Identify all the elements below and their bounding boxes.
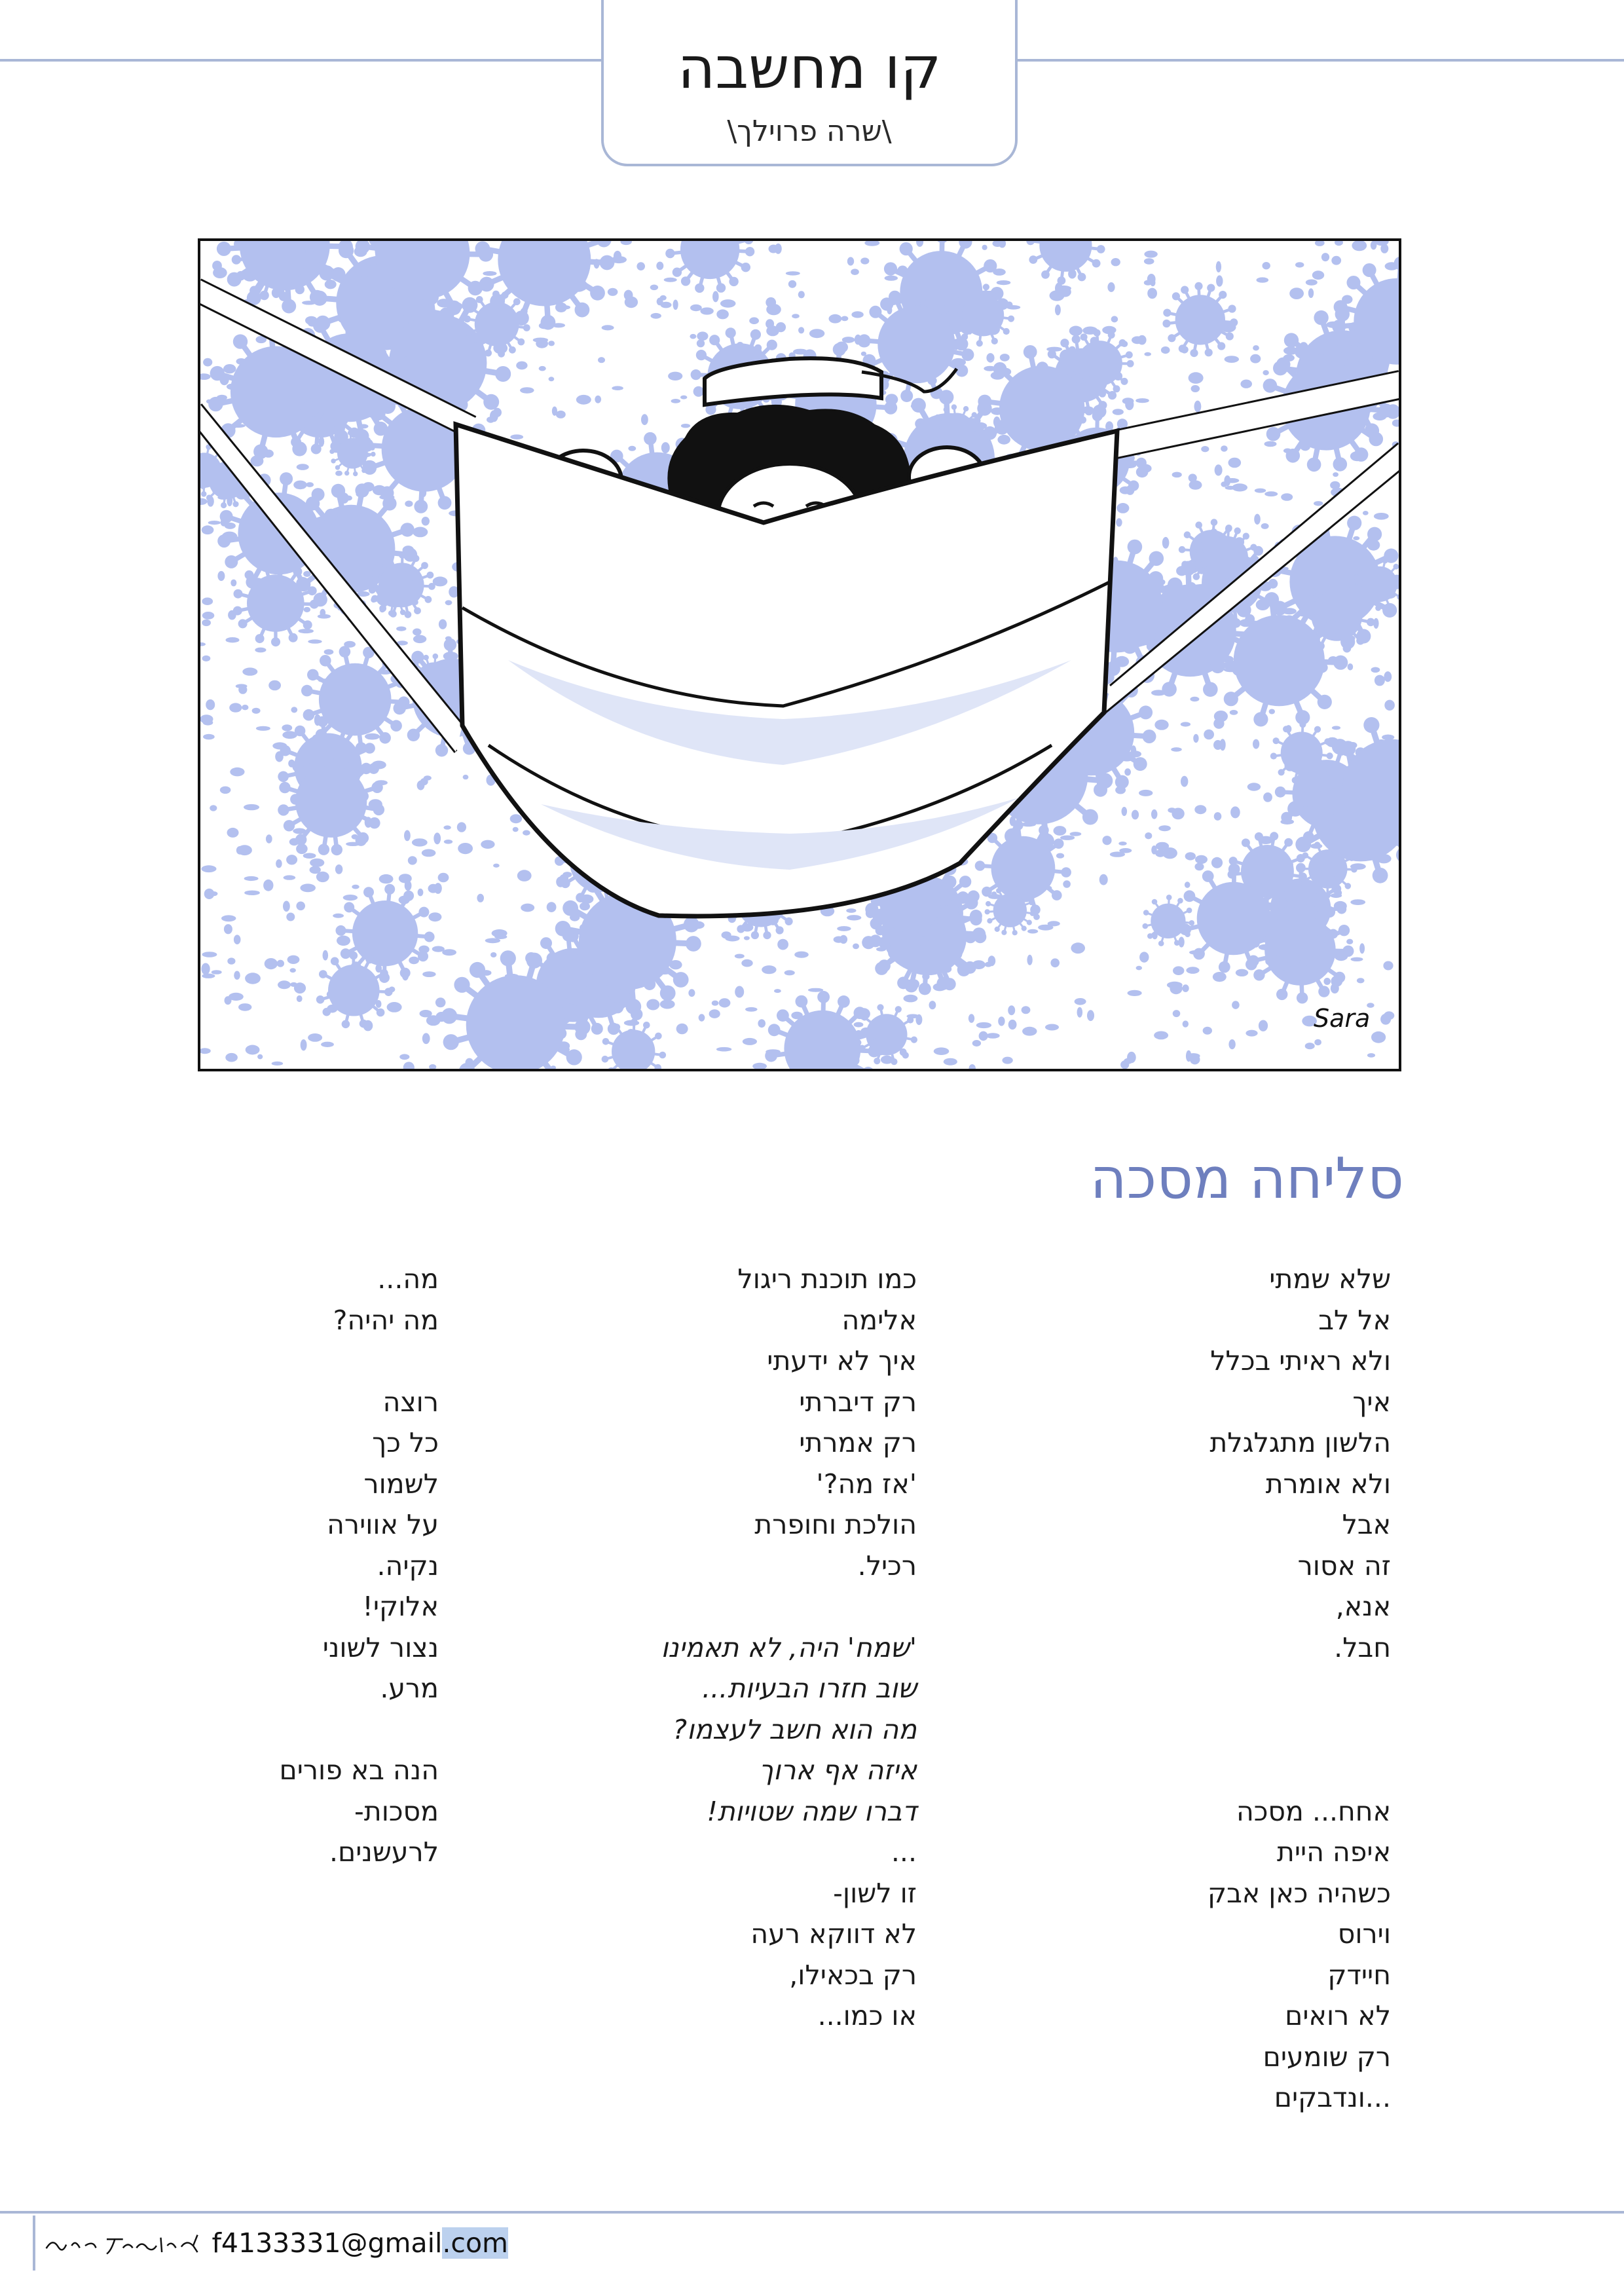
author-signature-image xyxy=(42,2220,204,2266)
mask-cartoon xyxy=(200,241,1399,1069)
poem-line: אלימה xyxy=(841,1304,917,1336)
virus-shape xyxy=(1143,895,1195,946)
poem-line: הלשון מתגלגלת xyxy=(1209,1427,1391,1458)
poem-line: אבל xyxy=(1342,1509,1391,1540)
poem-line: לשמור xyxy=(363,1468,439,1500)
poem-line xyxy=(164,1341,439,1382)
poem-line: זו לשון- xyxy=(833,1877,917,1909)
bottom-rule xyxy=(0,2211,1624,2214)
poem-line: מסכות- xyxy=(354,1795,439,1827)
poem-line: זה אסור xyxy=(1297,1549,1391,1582)
footer xyxy=(33,2216,508,2271)
virus-shape xyxy=(1162,282,1238,357)
poem-line: הנה בא פורים xyxy=(279,1754,439,1786)
poem-line: איך xyxy=(1352,1386,1391,1418)
column-title: קו מחשבה xyxy=(677,34,942,102)
poem-line: כשהיה כאן אבק xyxy=(1208,1877,1391,1909)
header-tab xyxy=(601,0,1018,166)
virus-shape xyxy=(665,241,754,293)
poem-line: נקיה. xyxy=(377,1549,439,1582)
poem-line xyxy=(1050,1709,1391,1751)
poem-line: לרעשנים. xyxy=(329,1836,439,1868)
poem-line: כל כך xyxy=(372,1427,439,1458)
poem-line: רוצה xyxy=(382,1386,439,1418)
poem-line: אל לב xyxy=(1318,1304,1391,1336)
poem-line: רק דיברתי xyxy=(799,1386,917,1418)
poem-line: אחח... מסכה xyxy=(1236,1795,1391,1827)
author-name: \שרה פרוילך\ xyxy=(727,115,892,148)
poem-line: רק אמרתי xyxy=(799,1427,917,1458)
poem-line: אנא, xyxy=(1335,1591,1391,1622)
poem-line: מה הוא חשב לעצמו? xyxy=(673,1713,917,1745)
poem-line: שוב חזרו הבעיות... xyxy=(702,1673,917,1704)
poem-line: או כמו... xyxy=(817,2000,917,2031)
poem-line: וירוס xyxy=(1337,1918,1391,1950)
poem-column-1 xyxy=(1050,1259,1391,2119)
poem-line: שלא שמתי xyxy=(1269,1263,1391,1295)
poem-line: חיידק xyxy=(1327,1959,1391,1991)
poem-column-3 xyxy=(164,1259,439,1873)
artist-signature: Sara xyxy=(1314,1004,1371,1033)
poem-line: איזה אף ארוך xyxy=(759,1754,917,1786)
poem-line: לא דווקא רעה xyxy=(750,1918,917,1950)
poem-column-2 xyxy=(576,1259,917,2037)
contact-email[interactable]: f4133331@gmail.com xyxy=(212,2227,508,2259)
poem-line: ...ונדבקים xyxy=(1274,2082,1391,2113)
poem-line: רק שומעים xyxy=(1263,2041,1391,2073)
virus-shape xyxy=(1026,241,1105,285)
poem-title: סליחה מסכה xyxy=(1090,1146,1404,1212)
poem-line: רק בכאילו, xyxy=(789,1959,917,1991)
poem-line: על אווירה xyxy=(327,1509,439,1540)
poem-line: הולכת וחופרת xyxy=(754,1509,917,1540)
poem-line: מרע. xyxy=(380,1673,439,1704)
poem-line xyxy=(164,1709,439,1751)
poem-line: איפה היית xyxy=(1276,1836,1391,1868)
poem-line: חבל. xyxy=(1334,1631,1391,1663)
email-tld-highlight: .com xyxy=(442,2227,508,2259)
poem-line xyxy=(576,1586,917,1627)
poem-line: ... xyxy=(891,1836,917,1868)
cartoon-illustration xyxy=(198,238,1401,1071)
poem-line: נצור לשוני xyxy=(322,1631,439,1663)
poem-line xyxy=(1050,1668,1391,1709)
poem-line: ולא ראיתי בכלל xyxy=(1210,1345,1391,1377)
poem-line: אלוקי! xyxy=(362,1591,439,1622)
poem-line: איך לא ידעתי xyxy=(767,1345,917,1377)
poem-line: 'אז מה?' xyxy=(816,1468,917,1500)
poem-line: רכיל. xyxy=(857,1549,917,1582)
poem-line: כמו תוכנת ריגול xyxy=(737,1263,917,1295)
poem-line: 'שמח' היה, לא תאמינו xyxy=(661,1631,917,1663)
poem-line xyxy=(1050,1750,1391,1791)
poem-line: מה... xyxy=(377,1263,439,1295)
poem-line: לא רואים xyxy=(1285,2000,1391,2031)
poem-line: דברו שמה שטויות! xyxy=(707,1795,917,1827)
poem-line: ולא אומרת xyxy=(1265,1468,1391,1500)
poem-line: מה יהיה? xyxy=(333,1304,439,1336)
